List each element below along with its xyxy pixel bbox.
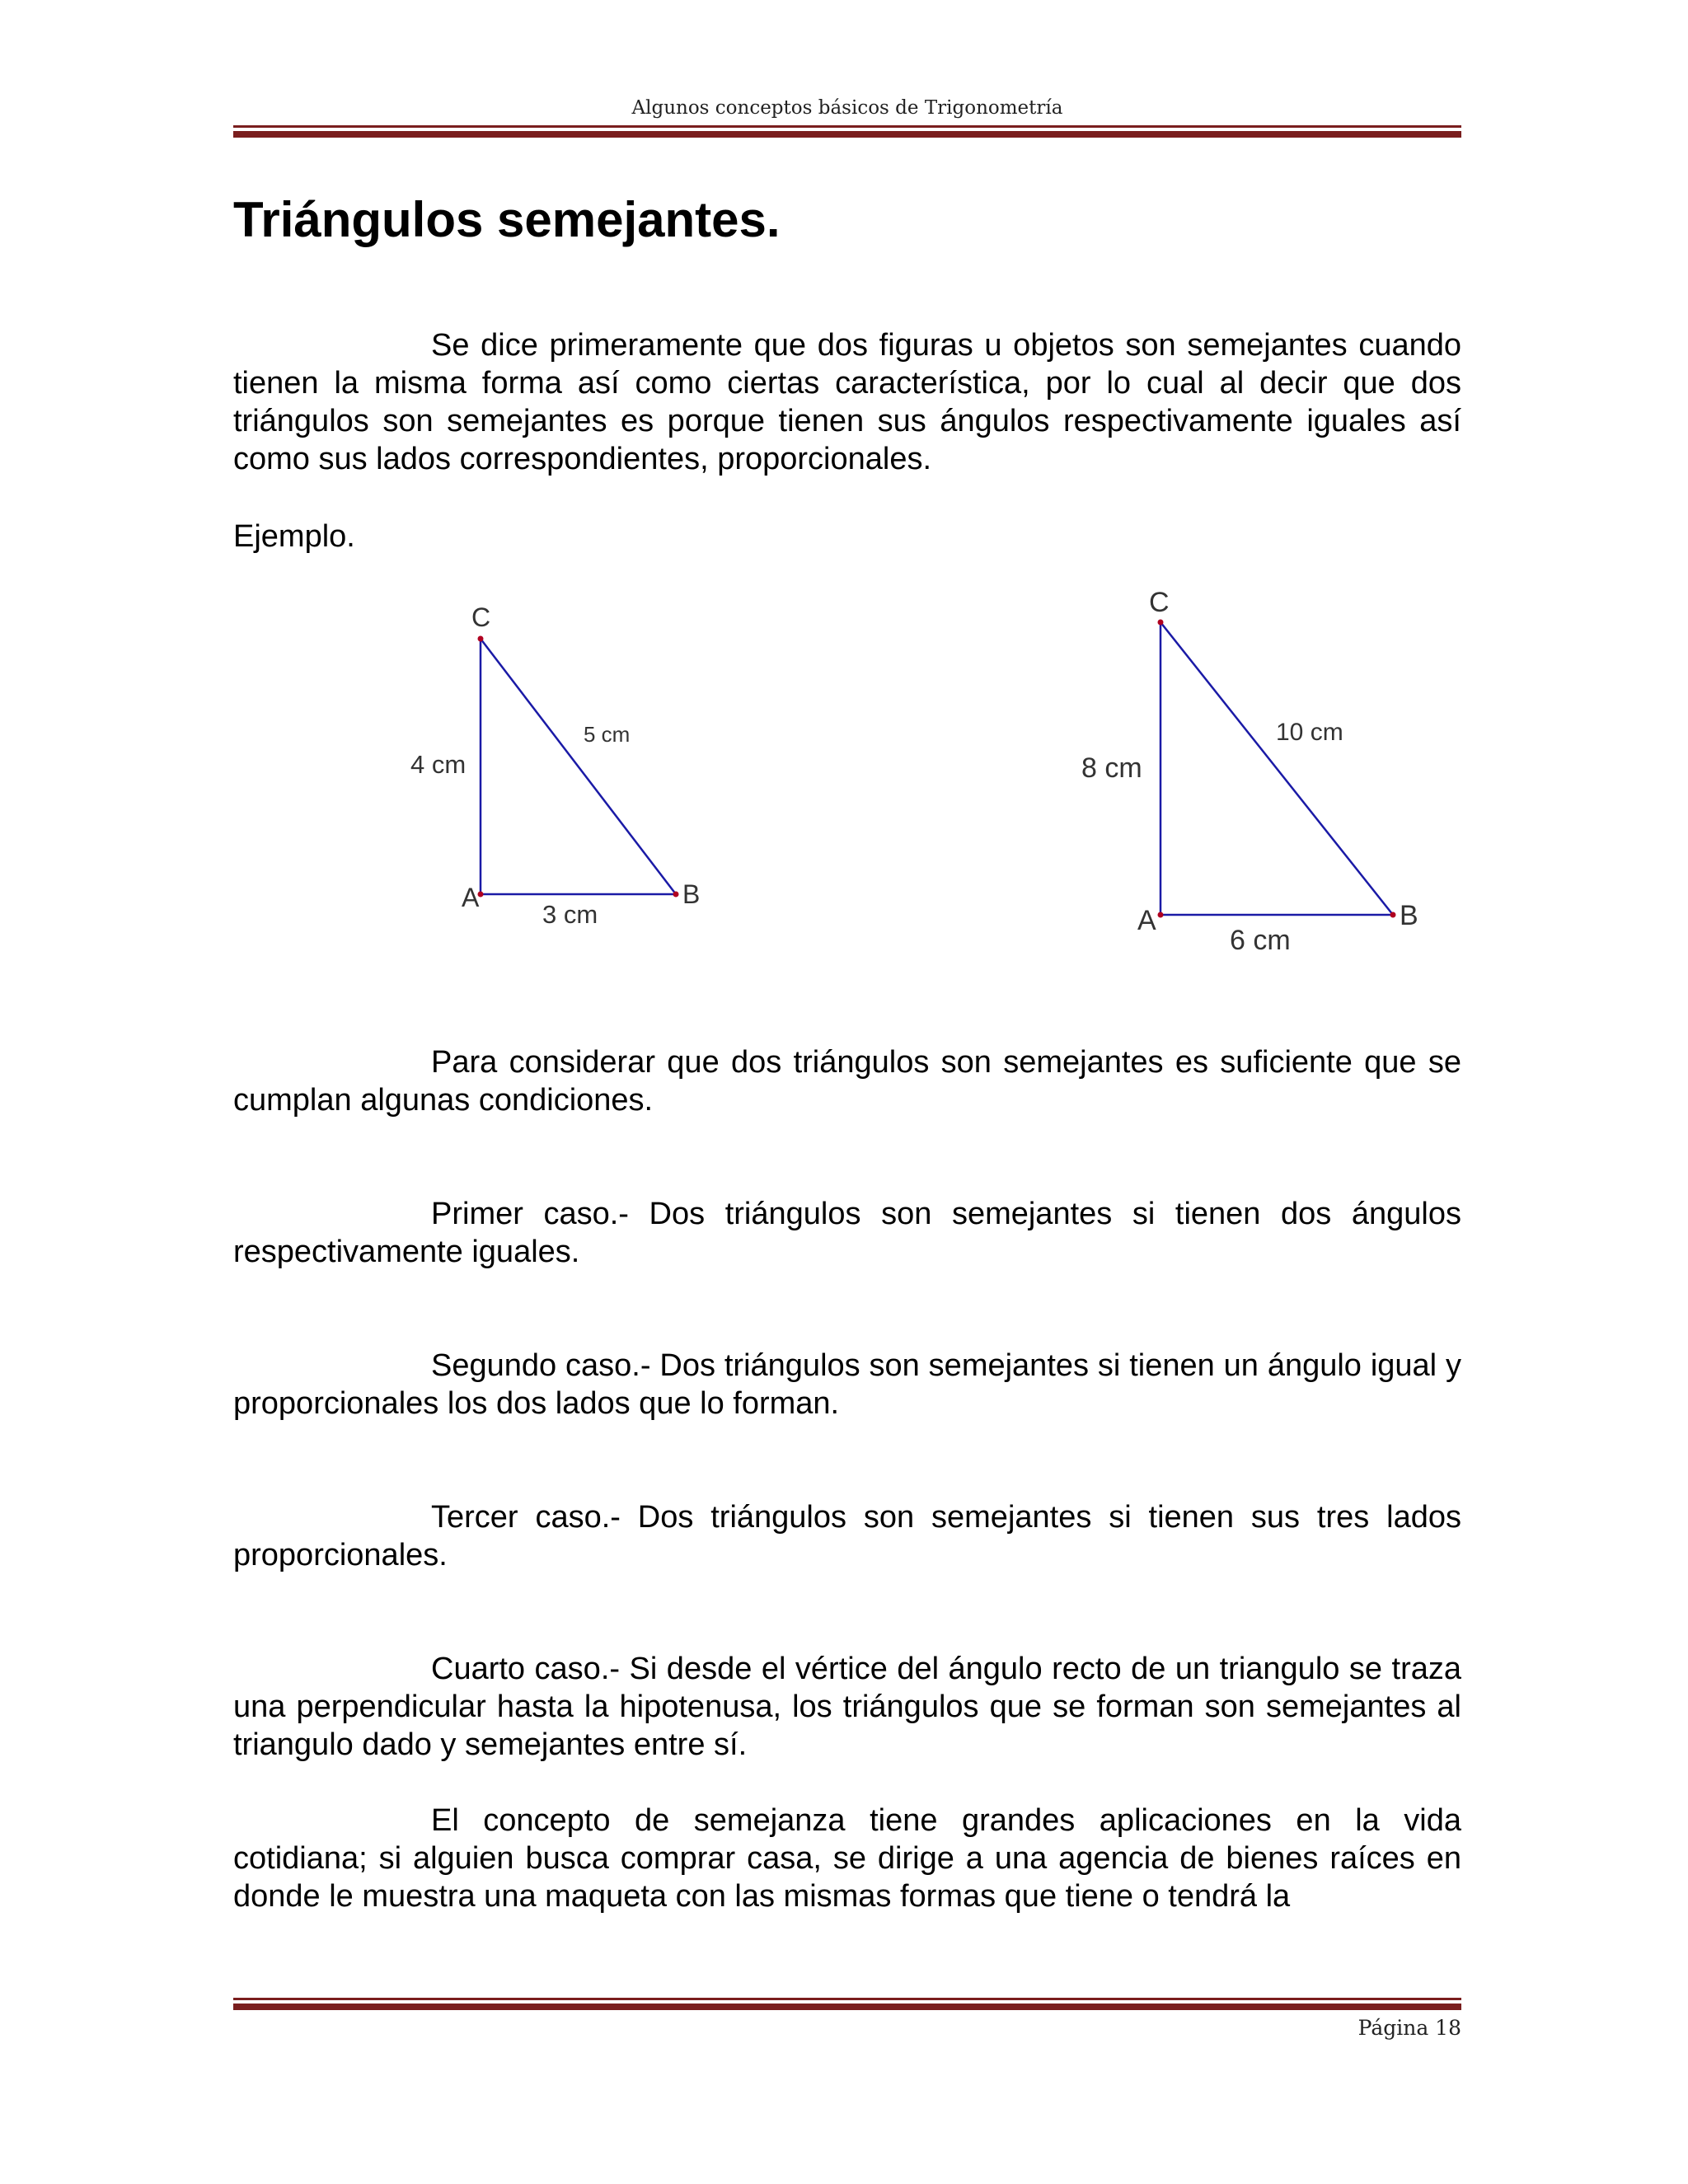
intro-paragraph: Se dice primeramente que dos figuras u objetos son semejantes cuando tienen la misma forma así como ciertas característica, por lo cual al decir que dos triángulos son semejantes es porque tienen sus ángulos respectivamente iguales así como sus lados correspondientes, proporcionales. bbox=[233, 328, 1461, 476]
vertex-c-label: C bbox=[471, 602, 491, 632]
vertex-b-label: B bbox=[682, 879, 701, 909]
running-header: Algunos conceptos básicos de Trigonometría bbox=[631, 97, 1063, 119]
vertex-b-point bbox=[1390, 912, 1396, 918]
side-bc-label: 10 cm bbox=[1276, 719, 1343, 746]
vertex-a-point bbox=[1158, 912, 1164, 918]
conditions-paragraph: Para considerar que dos triángulos son semejantes es suficiente que se cumplan algunas condiciones. bbox=[233, 1045, 1461, 1118]
side-bc-line bbox=[481, 639, 676, 894]
header-rule bbox=[233, 125, 1461, 138]
side-ab-label: 3 cm bbox=[542, 900, 598, 929]
example-label: Ejemplo. bbox=[233, 519, 355, 554]
vertex-a-label: A bbox=[1137, 905, 1156, 936]
case-3-paragraph: Tercer caso.- Dos triángulos son semejantes si tienen sus tres lados proporcionales. bbox=[233, 1500, 1461, 1572]
vertex-c-point bbox=[1158, 620, 1164, 626]
side-ac-label: 4 cm bbox=[410, 750, 467, 779]
applications-paragraph: El concepto de semejanza tiene grandes aplicaciones en la vida cotidiana; si alguien busca comprar casa, se dirige a una agencia de bienes raíces en donde le muestra una maqueta con las mismas formas que tiene o tendrá la bbox=[233, 1803, 1461, 1914]
side-ab-label: 6 cm bbox=[1230, 925, 1291, 956]
case-4-paragraph: Cuarto caso.- Si desde el vértice del ángulo recto de un triangulo se traza una perpendicular hasta la hipotenusa, los triángulos que se forman son semejantes al triangulo dado y semejantes entre sí. bbox=[233, 1652, 1461, 1762]
page-number: Página 18 bbox=[1357, 2016, 1461, 2040]
vertex-b-point bbox=[673, 892, 679, 898]
triangle-figure-left bbox=[396, 593, 725, 940]
vertex-c-point bbox=[478, 636, 484, 642]
footer-rule bbox=[233, 1998, 1461, 2010]
case-2-paragraph: Segundo caso.- Dos triángulos son semejantes si tienen un ángulo igual y proporcionales los dos lados que lo forman. bbox=[233, 1348, 1461, 1421]
triangle-figure-right bbox=[1071, 577, 1442, 956]
vertex-b-label: B bbox=[1400, 900, 1418, 931]
side-ac-label: 8 cm bbox=[1081, 752, 1142, 784]
page-title: Triángulos semejantes. bbox=[233, 192, 781, 247]
vertex-c-label: C bbox=[1149, 587, 1170, 618]
case-1-paragraph: Primer caso.- Dos triángulos son semejantes si tienen dos ángulos respectivamente iguales. bbox=[233, 1197, 1461, 1269]
side-bc-line bbox=[1160, 622, 1393, 915]
side-bc-label: 5 cm bbox=[584, 722, 631, 747]
vertex-a-label: A bbox=[462, 883, 480, 912]
